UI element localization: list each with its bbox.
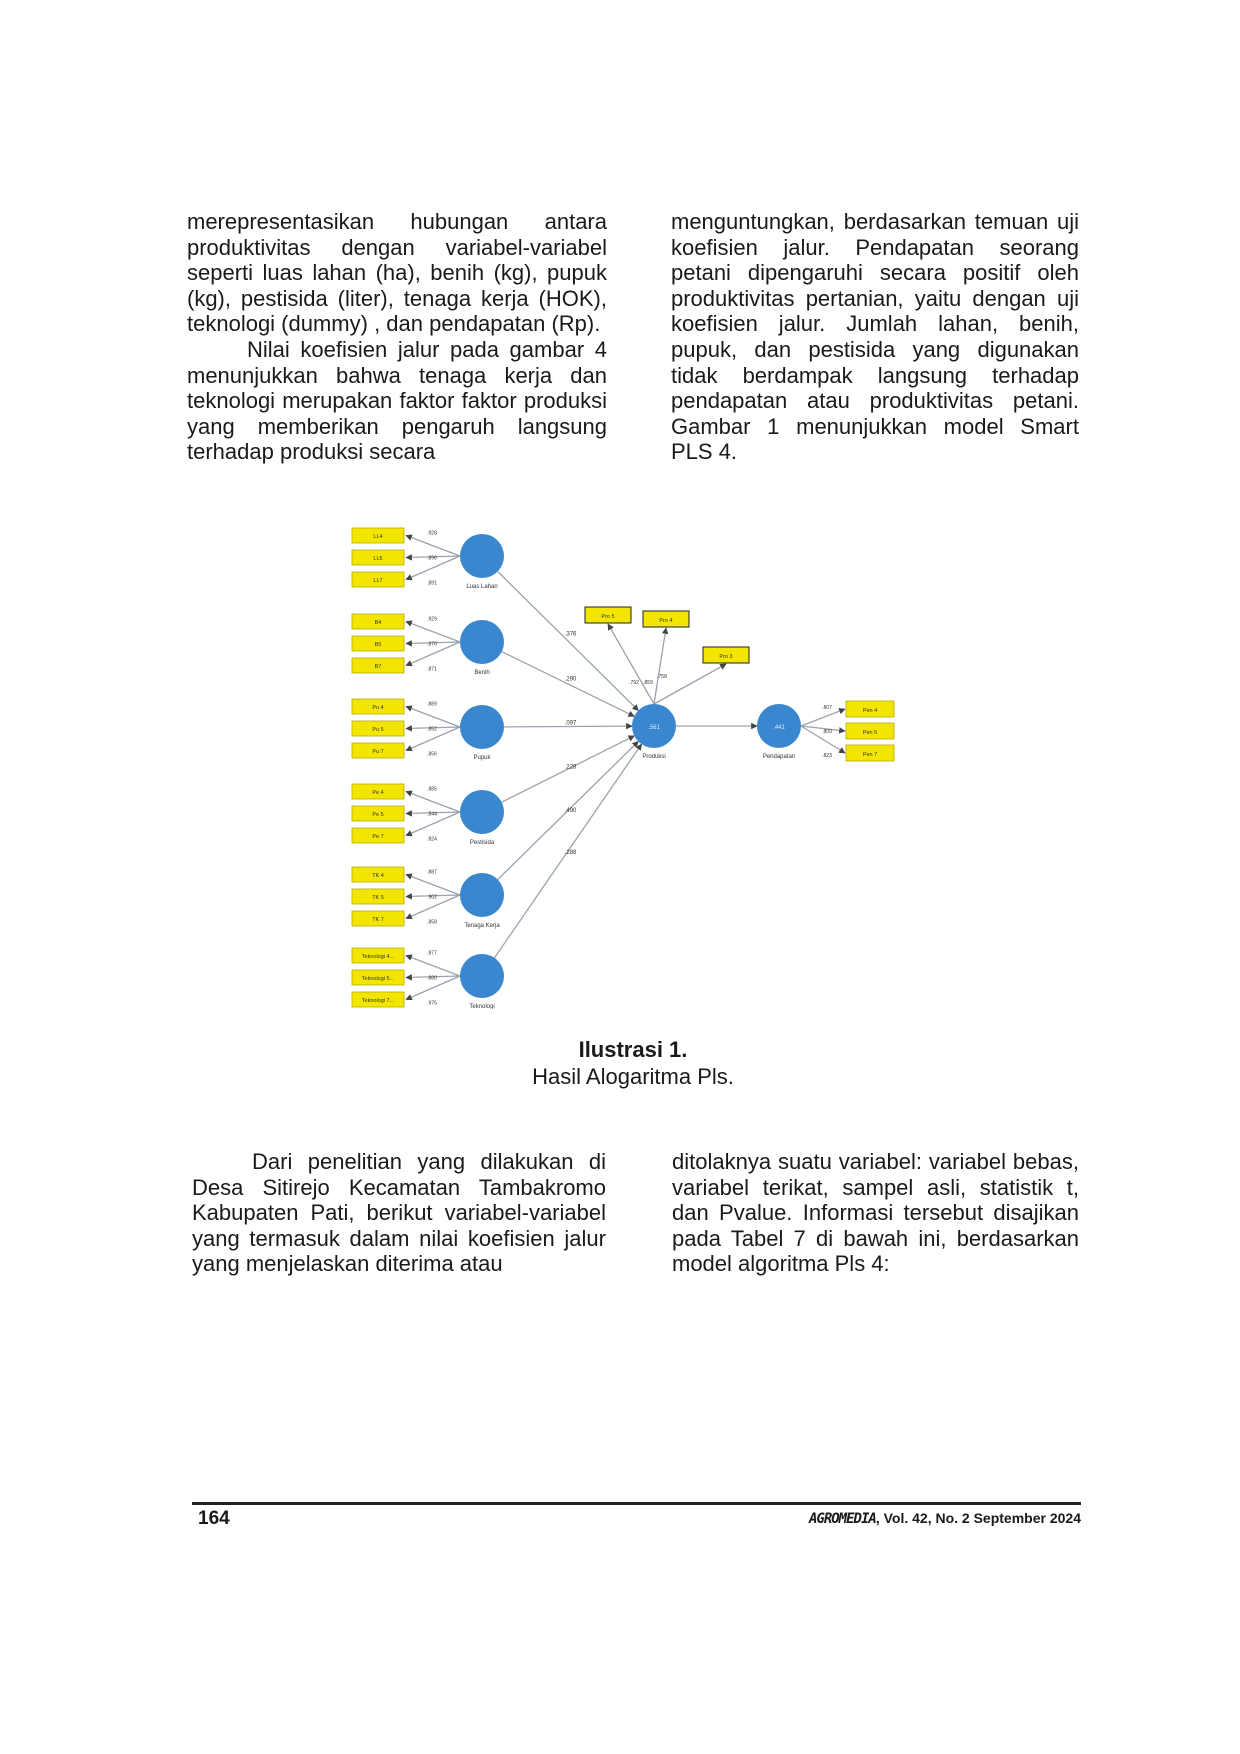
indicator-label: Pe 4 — [372, 790, 384, 796]
r-square-value: .561 — [648, 725, 660, 731]
construct-label: Pupuk — [473, 755, 491, 761]
indicator-label: B7 — [374, 664, 382, 670]
indicator-label: Teknologi 5... — [361, 976, 395, 982]
loading-value: .880 — [427, 975, 437, 982]
produksi-loading-value: .859 — [643, 680, 653, 686]
loading-arrow — [406, 707, 460, 728]
indicator-label: Teknologi 4... — [361, 954, 395, 960]
loading-arrow — [406, 536, 460, 557]
journal-citation — [809, 1510, 1081, 1527]
path-coefficient: .376 — [564, 631, 577, 638]
loading-value: .858 — [427, 919, 437, 926]
indicator-label: Pu 5 — [372, 727, 384, 733]
indicator-label: Pe 5 — [372, 812, 384, 818]
construct-label: Produksi — [642, 754, 666, 760]
loading-value: .902 — [427, 894, 437, 901]
indicator-label: Pu 7 — [372, 749, 384, 755]
figure-caption-subtitle: Hasil Alogaritma Pls. — [532, 1064, 734, 1089]
loading-value: .891 — [427, 580, 437, 587]
construct-label: Luas Lahan — [466, 584, 498, 590]
pendapatan-loading-value: .807 — [822, 705, 832, 711]
pendapatan-indicator-label: Pen 5 — [862, 730, 878, 736]
loading-value: .856 — [427, 751, 437, 758]
paragraph: ditolaknya suatu variabel: variabel bebas, variabel terikat, sampel asli, statistik t, dan Pvalue. Informasi tersebut disajikan pada Tabel 7 di bawah ini, berdasarkan model algoritma Pls 4: — [672, 1149, 1079, 1277]
path-arrow — [502, 652, 634, 717]
construct-circle — [460, 954, 504, 998]
indicator-label: Pu 4 — [372, 705, 384, 711]
loading-arrow — [406, 622, 460, 643]
pendapatan-indicator-label: Pen 7 — [862, 752, 878, 758]
body-column-2 — [671, 209, 1079, 465]
loading-value: .975 — [427, 1000, 437, 1007]
indicator-label: LL5 — [373, 556, 383, 562]
loading-value: .928 — [427, 530, 437, 537]
loading-value: .824 — [427, 836, 437, 843]
body-column-1 — [187, 209, 607, 465]
path-coefficient: .097 — [564, 720, 577, 727]
construct-label: Benih — [474, 670, 490, 676]
path-coefficient: .490 — [564, 807, 577, 814]
construct-label: Pendapatan — [762, 754, 796, 760]
r-square-value: .441 — [773, 725, 785, 731]
indicator-label: B4 — [374, 620, 382, 626]
pendapatan-loading-arrow — [801, 709, 845, 726]
body-column-3 — [192, 1149, 606, 1277]
loading-value: .844 — [427, 811, 437, 818]
journal-name: AGROMEDIA — [808, 1511, 876, 1527]
indicator-label: B5 — [374, 642, 382, 648]
page-number: 164 — [198, 1508, 230, 1529]
construct-circle — [460, 790, 504, 834]
journal-issue: , Vol. 42, No. 2 September 2024 — [875, 1510, 1081, 1526]
loading-value: .870 — [427, 641, 437, 648]
loading-value: .852 — [427, 726, 437, 733]
indicator-label: LL4 — [373, 534, 383, 540]
loading-arrow — [406, 956, 460, 977]
produksi-indicator-label: Pro 5 — [601, 614, 615, 620]
construct-circle — [460, 534, 504, 578]
produksi-loading-value: .792 — [629, 680, 639, 686]
loading-value: .896 — [427, 555, 437, 562]
construct-label: Tenaga Kerja — [464, 923, 500, 929]
pendapatan-loading-value: .809 — [822, 729, 832, 735]
paragraph: Nilai koefisien jalur pada gambar 4 menunjukkan bahwa tenaga kerja dan teknologi merupakan faktor faktor produksi yang memberikan pengaruh langsung terhadap produksi secara — [187, 336, 607, 465]
produksi-indicator-label: Pro 3 — [719, 654, 733, 660]
path-coefficient: .290 — [564, 676, 577, 683]
loading-value: .889 — [427, 701, 437, 708]
footer-rule — [192, 1502, 1081, 1505]
loading-value: .885 — [427, 786, 437, 793]
loading-value: .929 — [427, 616, 437, 623]
loading-arrow — [406, 875, 460, 896]
construct-label: Pestisida — [469, 840, 495, 846]
paragraph: Dari penelitian yang dilakukan di Desa Sitirejo Kecamatan Tambakromo Kabupaten Pati, berikut variabel-variabel yang termasuk dalam nilai koefisien jalur yang menjelaskan diterima atau — [192, 1149, 606, 1277]
produksi-loading-arrow — [654, 628, 666, 704]
path-coefficient: .288 — [564, 850, 577, 856]
pendapatan-loading-value: .823 — [822, 753, 832, 759]
pls-model-figure — [350, 515, 916, 1009]
path-coefficient: .228 — [564, 764, 577, 771]
loading-value: .877 — [427, 950, 437, 957]
paragraph: menguntungkan, berdasarkan temuan uji koefisien jalur. Pendapatan seorang petani dipengaruhi secara positif oleh produktivitas pertanian, yaitu dengan uji koefisien jalur. Jumlah lahan, benih, pupuk, dan pestisida yang digunakan tidak berdampak langsung terhadap pendapatan atau produktivitas petani. Gambar 1 menunjukkan model Smart PLS 4. — [671, 209, 1079, 465]
construct-label: Teknologi — [469, 1004, 495, 1009]
body-column-4 — [672, 1149, 1079, 1277]
indicator-label: TK 7 — [372, 917, 384, 923]
construct-circle — [460, 620, 504, 664]
indicator-label: TK 4 — [372, 873, 384, 879]
paragraph: merepresentasikan hubungan antara produktivitas dengan variabel-variabel seperti luas lahan (ha), benih (kg), pupuk (kg), pestisida (liter), tenaga kerja (HOK), teknologi (dummy) , dan pendapatan (Rp). — [187, 209, 607, 337]
indicator-label: TK 5 — [372, 895, 384, 901]
indicator-label: Pe 7 — [372, 834, 384, 840]
produksi-loading-value: .758 — [657, 674, 667, 680]
indicator-label: Teknologi 7... — [361, 998, 395, 1004]
produksi-loading-arrow — [608, 624, 654, 704]
loading-value: .871 — [427, 666, 437, 673]
loading-value: .887 — [427, 869, 437, 876]
pendapatan-indicator-label: Pen 4 — [862, 708, 878, 714]
produksi-indicator-label: Pro 4 — [659, 618, 673, 624]
produksi-loading-arrow — [654, 664, 726, 704]
loading-arrow — [406, 792, 460, 813]
figure-caption-title: Ilustrasi 1. — [578, 1037, 688, 1062]
construct-circle — [460, 705, 504, 749]
construct-circle — [460, 873, 504, 917]
indicator-label: LL7 — [373, 578, 383, 584]
